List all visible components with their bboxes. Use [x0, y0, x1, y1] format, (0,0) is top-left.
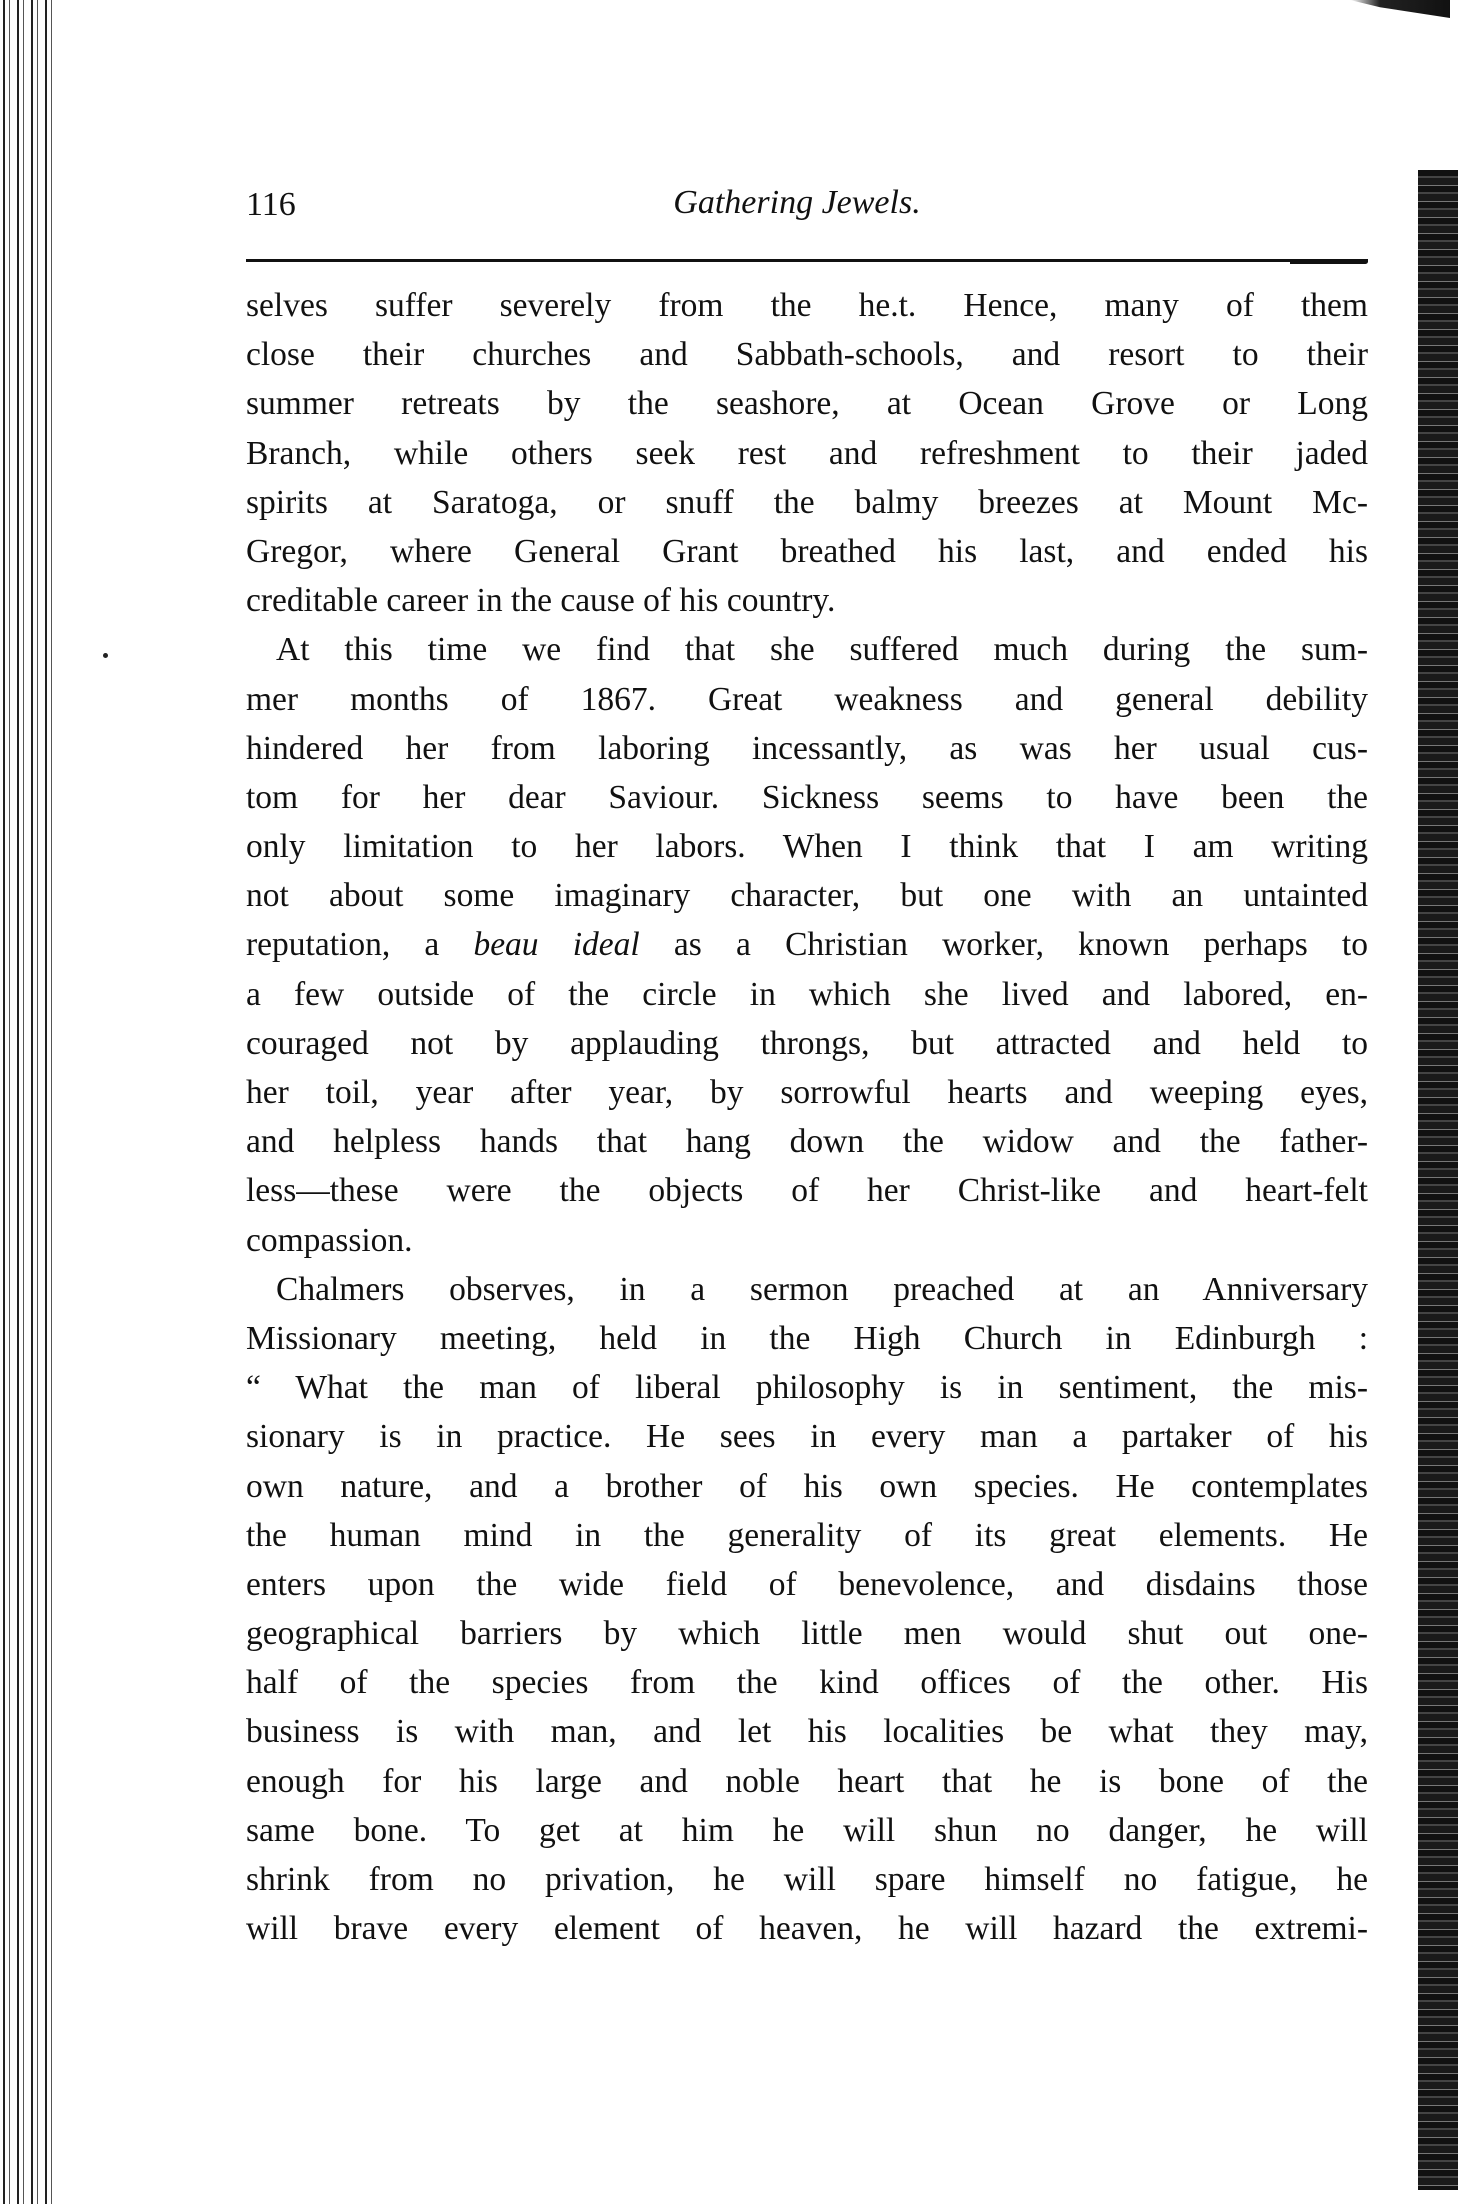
italic-phrase: beau ideal — [473, 926, 640, 964]
text-line: couraged not by applauding throngs, but attracted and held to — [246, 1024, 1368, 1062]
text-line: Missionary meeting, held in the High Church in Edinburgh : — [246, 1319, 1368, 1357]
book-binding-edge — [0, 0, 52, 2204]
header-rule-end — [1290, 259, 1368, 264]
page-number: 116 — [246, 186, 296, 223]
text-line: the human mind in the generality of its great elements. He — [246, 1516, 1368, 1554]
text-line: selves suffer severely from the he.t. Hence, many of them — [246, 287, 1368, 324]
text-line: same bone. To get at him he will shun no danger, he will — [246, 1811, 1368, 1849]
text-line: mer months of 1867. Great weakness and general debility — [246, 680, 1368, 718]
text-line: close their churches and Sabbath-schools, and resort to their — [246, 336, 1368, 374]
text-line: a few outside of the circle in which she lived and labored, en- — [246, 975, 1368, 1013]
body-text — [246, 281, 1368, 1953]
page-edge-scan-strip — [1418, 170, 1458, 2190]
text-line: business is with man, and let his localities be what they may, — [246, 1713, 1368, 1751]
header-rule — [246, 259, 1368, 262]
ink-speck — [103, 653, 108, 658]
text-line: enters upon the wide field of benevolence, and disdains those — [246, 1565, 1368, 1603]
text-line — [246, 920, 1368, 969]
scan-mark — [1350, 0, 1450, 18]
text-line: creditable career in the cause of his country. — [246, 582, 836, 620]
text-line: tom for her dear Saviour. Sickness seems to have been the — [246, 778, 1368, 816]
text-line: enough for his large and noble heart that he is bone of the — [246, 1762, 1368, 1800]
text-line: her toil, year after year, by sorrowful hearts and weeping eyes, — [246, 1074, 1368, 1111]
text-line: half of the species from the kind offices of the other. His — [246, 1664, 1368, 1702]
text-line: compassion. — [246, 1221, 413, 1259]
text-line: only limitation to her labors. When I think that I am writing — [246, 828, 1368, 866]
text-line: summer retreats by the seashore, at Ocean Grove or Long — [246, 385, 1368, 423]
text-line: sionary is in practice. He sees in every man a partaker of his — [246, 1418, 1368, 1456]
text-line: Branch, while others seek rest and refreshment to their jaded — [246, 434, 1368, 472]
text-line: will brave every element of heaven, he will hazard the extremi- — [246, 1910, 1368, 1948]
text-line: not about some imaginary character, but one with an untainted — [246, 877, 1368, 915]
text-line: shrink from no privation, he will spare himself no fatigue, he — [246, 1861, 1368, 1898]
paragraph-start: Chalmers observes, in a sermon preached at an Anniversary — [276, 1270, 1368, 1308]
text-line: geographical barriers by which little men would shut out one- — [246, 1615, 1368, 1653]
text-line: own nature, and a brother of his own species. He contemplates — [246, 1467, 1368, 1505]
text-segment: as a Christian worker, known perhaps to — [639, 926, 1368, 964]
running-title: Gathering Jewels. — [673, 184, 921, 221]
text-line: Gregor, where General Grant breathed his last, and ended his — [246, 532, 1368, 570]
text-line: spirits at Saratoga, or snuff the balmy breezes at Mount Mc- — [246, 483, 1368, 521]
paragraph-start: At this time we find that she suffered much during the sum- — [276, 631, 1368, 669]
text-segment: reputation, a — [246, 926, 474, 964]
text-line: hindered her from laboring incessantly, as was her usual cus- — [246, 729, 1368, 767]
text-line: “ What the man of liberal philosophy is in sentiment, the mis- — [246, 1369, 1368, 1407]
text-line: and helpless hands that hang down the widow and the father- — [246, 1123, 1368, 1161]
text-line: less—these were the objects of her Christ-like and heart-felt — [246, 1172, 1368, 1210]
